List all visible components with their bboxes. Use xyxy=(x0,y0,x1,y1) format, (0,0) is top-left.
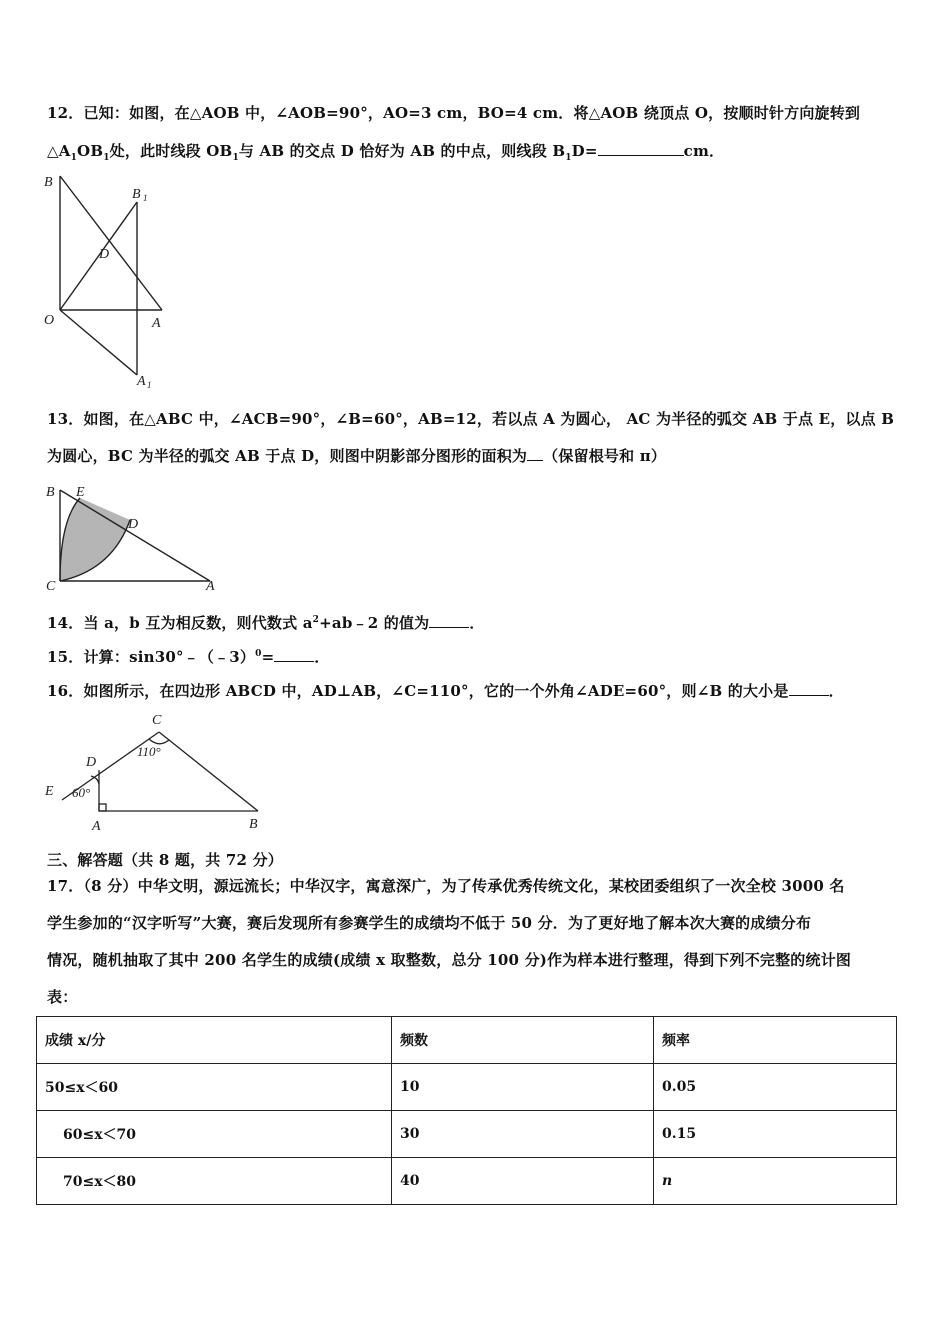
answer-blank xyxy=(598,154,684,156)
q16-text: 16．如图所示，在四边形 ABCD 中，AD⊥AB，∠C=110°，它的一个外角∠ADE=60°，则∠B 的大小是 xyxy=(47,682,789,700)
q17-line3: 情况，随机抽取了其中 200 名学生的成绩(成绩 x 取整数，总分 100 分)作为样本进行整理，得到下列不完整的统计图 xyxy=(47,951,852,969)
svg-text:D: D xyxy=(99,247,110,262)
subscript: 1 xyxy=(103,153,110,163)
q12-text: △A xyxy=(47,142,71,160)
frequency-table xyxy=(36,1016,897,1205)
q13-text: 为圆心，BC 为半径的弧交 AB 于点 D，则图中阴影部分图形的面积为 xyxy=(47,447,528,465)
quadrilateral-diagram xyxy=(42,708,272,838)
table-cell: 40 xyxy=(392,1158,654,1205)
q16-text: ． xyxy=(828,682,844,700)
svg-text:A: A xyxy=(137,374,146,389)
svg-text:A: A xyxy=(152,316,161,331)
q14-text: +ab﹣2 的值为 xyxy=(319,614,430,632)
answer-blank xyxy=(429,626,469,628)
svg-text:B: B xyxy=(46,485,55,500)
table-row xyxy=(37,1158,897,1205)
svg-text:C: C xyxy=(152,713,162,728)
section-title: 三、解答题（共 8 题，共 72 分） xyxy=(47,851,284,869)
q15-text: = xyxy=(261,648,275,666)
q12-text: 与 AB 的交点 D 恰好为 AB 的中点，则线段 B xyxy=(238,142,566,160)
svg-text:60°: 60° xyxy=(72,785,91,800)
answer-blank xyxy=(274,660,314,662)
subscript: 1 xyxy=(70,153,78,163)
table-cell: n xyxy=(654,1158,897,1205)
q14-line xyxy=(47,612,485,633)
svg-text:1: 1 xyxy=(147,380,152,390)
q12-text: 处，此时线段 OB xyxy=(109,142,233,160)
q12-figure xyxy=(42,172,172,396)
table-cell: 70≤x＜80 xyxy=(37,1158,392,1205)
q12-text: D= xyxy=(571,142,598,160)
table-header: 成绩 x/分 xyxy=(37,1017,392,1064)
svg-text:110°: 110° xyxy=(137,744,161,759)
svg-text:B: B xyxy=(132,187,141,202)
svg-text:B: B xyxy=(44,175,53,190)
table-header: 频数 xyxy=(392,1017,654,1064)
shaded-sector-diagram xyxy=(42,480,222,592)
table-row xyxy=(37,1064,897,1111)
q13-text: （保留根号和 π） xyxy=(543,447,667,465)
q13-line2 xyxy=(47,445,666,466)
svg-text:C: C xyxy=(46,579,56,592)
q16-line xyxy=(47,680,844,701)
svg-text:D: D xyxy=(128,517,139,532)
subscript: 1 xyxy=(232,153,239,163)
q14-text: 14．当 a，b 互为相反数，则代数式 a xyxy=(47,614,313,632)
svg-text:A: A xyxy=(206,579,215,592)
q16-figure xyxy=(42,708,272,842)
svg-text:B: B xyxy=(249,817,258,832)
table-cell: 0.05 xyxy=(654,1064,897,1111)
superscript: 2 xyxy=(312,615,320,625)
q17-line4: 表： xyxy=(47,988,78,1006)
q12-unit: cm． xyxy=(683,142,725,160)
q14-text: ． xyxy=(469,614,485,632)
q15-text: 15．计算：sin30°﹣（﹣3） xyxy=(47,648,256,666)
svg-text:D: D xyxy=(86,755,97,770)
q12-line2 xyxy=(47,140,724,163)
q15-text: ． xyxy=(314,648,330,666)
answer-blank xyxy=(527,459,543,461)
table-header: 频率 xyxy=(654,1017,897,1064)
q12-line1: 12．已知：如图，在△AOB 中，∠AOB=90°，AO=3 cm，BO=4 cm．将△AOB 绕顶点 O，按顺时针方向旋转到 xyxy=(47,104,861,122)
q12-text: OB xyxy=(77,142,104,160)
table-cell: 50≤x＜60 xyxy=(37,1064,392,1111)
svg-text:E: E xyxy=(45,784,54,799)
svg-text:1: 1 xyxy=(143,193,148,203)
q13-figure xyxy=(42,480,222,596)
svg-text:A: A xyxy=(92,819,101,834)
q15-line xyxy=(47,646,330,667)
svg-text:E: E xyxy=(76,485,85,500)
q17-line1: 17．（8 分）中华文明，源远流长；中华汉字，寓意深广，为了传承优秀传统文化，某校团委组织了一次全校 3000 名 xyxy=(47,877,845,895)
q13-line1: 13．如图，在△ABC 中，∠ACB=90°，∠B=60°，AB=12，若以点 A 为圆心， AC 为半径的弧交 AB 于点 E，以点 B xyxy=(47,410,895,428)
subscript: 1 xyxy=(565,153,572,163)
superscript: 0 xyxy=(255,649,262,659)
table-header-row xyxy=(37,1017,897,1064)
table-cell: 10 xyxy=(392,1064,654,1111)
table-row xyxy=(37,1111,897,1158)
table-cell: 0.15 xyxy=(654,1111,897,1158)
table-cell: 60≤x＜70 xyxy=(37,1111,392,1158)
answer-blank xyxy=(789,694,829,696)
rotated-triangle-diagram xyxy=(42,172,172,392)
q17-line2: 学生参加的“汉字听写”大赛，赛后发现所有参赛学生的成绩均不低于 50 分．为了更好地了解本次大赛的成绩分布 xyxy=(47,914,812,932)
table-cell: 30 xyxy=(392,1111,654,1158)
svg-text:O: O xyxy=(44,313,55,328)
